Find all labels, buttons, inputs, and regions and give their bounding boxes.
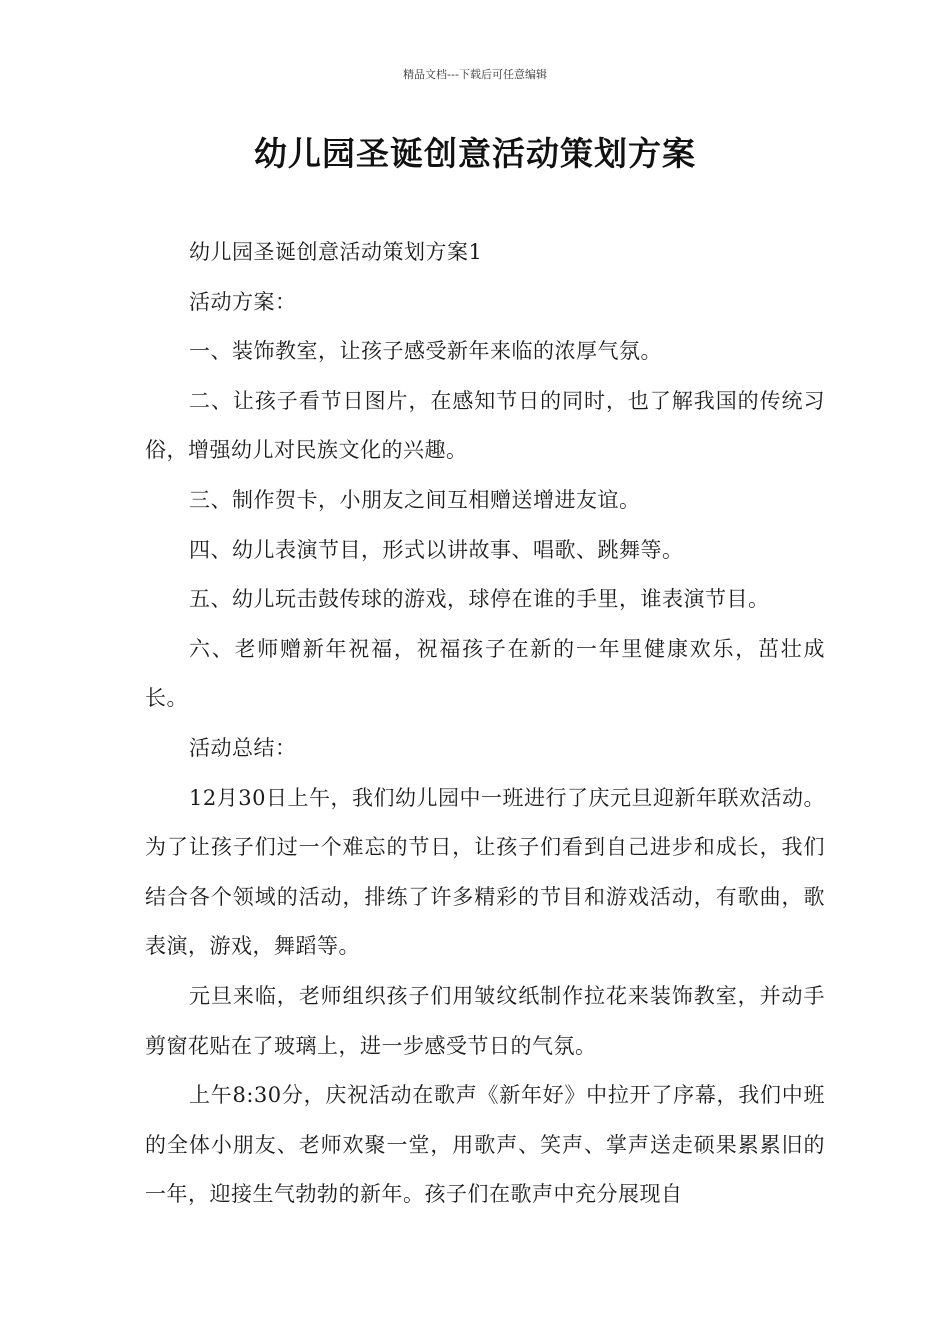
paragraph: 上午8:30分，庆祝活动在歌声《新年好》中拉开了序幕，我们中班的全体小朋友、老师欢聚一堂，用歌声、笑声、掌声送走硕果累累旧的一年，迎接生气勃勃的新年。孩子们在歌声中充分展现自 xyxy=(145,1083,825,1207)
paragraph: 12月30日上午，我们幼儿园中一班进行了庆元旦迎新年联欢活动。为了让孩子们过一个难忘的节日，让孩子们看到自己进步和成长，我们结合各个领域的活动，排练了许多精彩的节目和游戏活动，有歌曲，歌表演，游戏，舞蹈等。 xyxy=(145,785,825,959)
paragraph-subtitle: 幼儿园圣诞创意活动策划方案1 xyxy=(189,240,483,264)
paragraph: 活动方案： xyxy=(189,289,297,314)
paragraph: 活动总结： xyxy=(189,735,297,760)
paragraph: 五、幼儿玩击鼓传球的游戏，球停在谁的手里，谁表演节目。 xyxy=(189,587,770,612)
paragraph: 二、让孩子看节日图片，在感知节日的同时，也了解我国的传统习俗，增强幼儿对民族文化的兴趣。 xyxy=(145,388,825,463)
paragraph: 六、老师赠新年祝福，祝福孩子在新的一年里健康欢乐，茁壮成长。 xyxy=(145,636,825,711)
paragraph: 三、制作贺卡，小朋友之间互相赠送增进友谊。 xyxy=(189,487,641,512)
document-title: 幼儿园圣诞创意活动策划方案 xyxy=(254,134,696,173)
paragraph: 四、幼儿表演节目，形式以讲故事、唱歌、跳舞等。 xyxy=(189,537,684,562)
page-header: 精品文档---下载后可任意编辑 xyxy=(403,68,547,81)
document-body xyxy=(145,228,825,1220)
paragraph: 元旦来临，老师组织孩子们用皱纹纸制作拉花来装饰教室，并动手剪窗花贴在了玻璃上，进一步感受节日的气氛。 xyxy=(145,983,825,1058)
paragraph: 一、装饰教室，让孩子感受新年来临的浓厚气氛。 xyxy=(189,339,662,364)
